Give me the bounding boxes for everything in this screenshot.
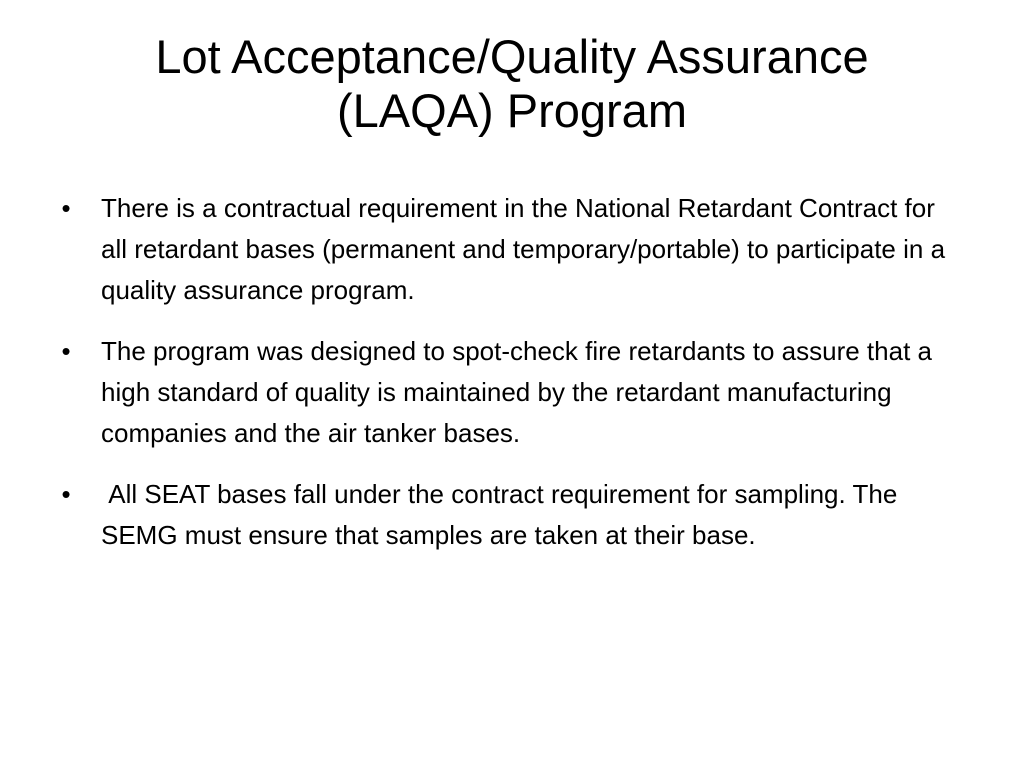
bullet-icon: • bbox=[61, 479, 71, 509]
bullet-list bbox=[56, 188, 966, 576]
bullet-text: There is a contractual requirement in the National Retardant Contract for all retardant bases (permanent and temporary/portable) to participate in a quality assurance program. bbox=[101, 193, 953, 305]
slide-title-line-1: Lot Acceptance/Quality Assurance bbox=[155, 30, 869, 83]
bullet-icon: • bbox=[61, 336, 71, 366]
bullet-item bbox=[56, 331, 966, 454]
bullet-text: All SEAT bases fall under the contract requirement for sampling. The SEMG must ensure that samples are taken at their base. bbox=[101, 479, 905, 550]
slide-title-line-2: (LAQA) Program bbox=[337, 84, 687, 137]
bullet-item bbox=[56, 188, 966, 311]
bullet-icon: • bbox=[61, 193, 71, 223]
bullet-item bbox=[56, 474, 966, 556]
bullet-text: The program was designed to spot-check fire retardants to assure that a high standard of quality is maintained by the retardant manufacturing companies and the air tanker bases. bbox=[101, 336, 940, 448]
slide-title bbox=[40, 30, 984, 138]
